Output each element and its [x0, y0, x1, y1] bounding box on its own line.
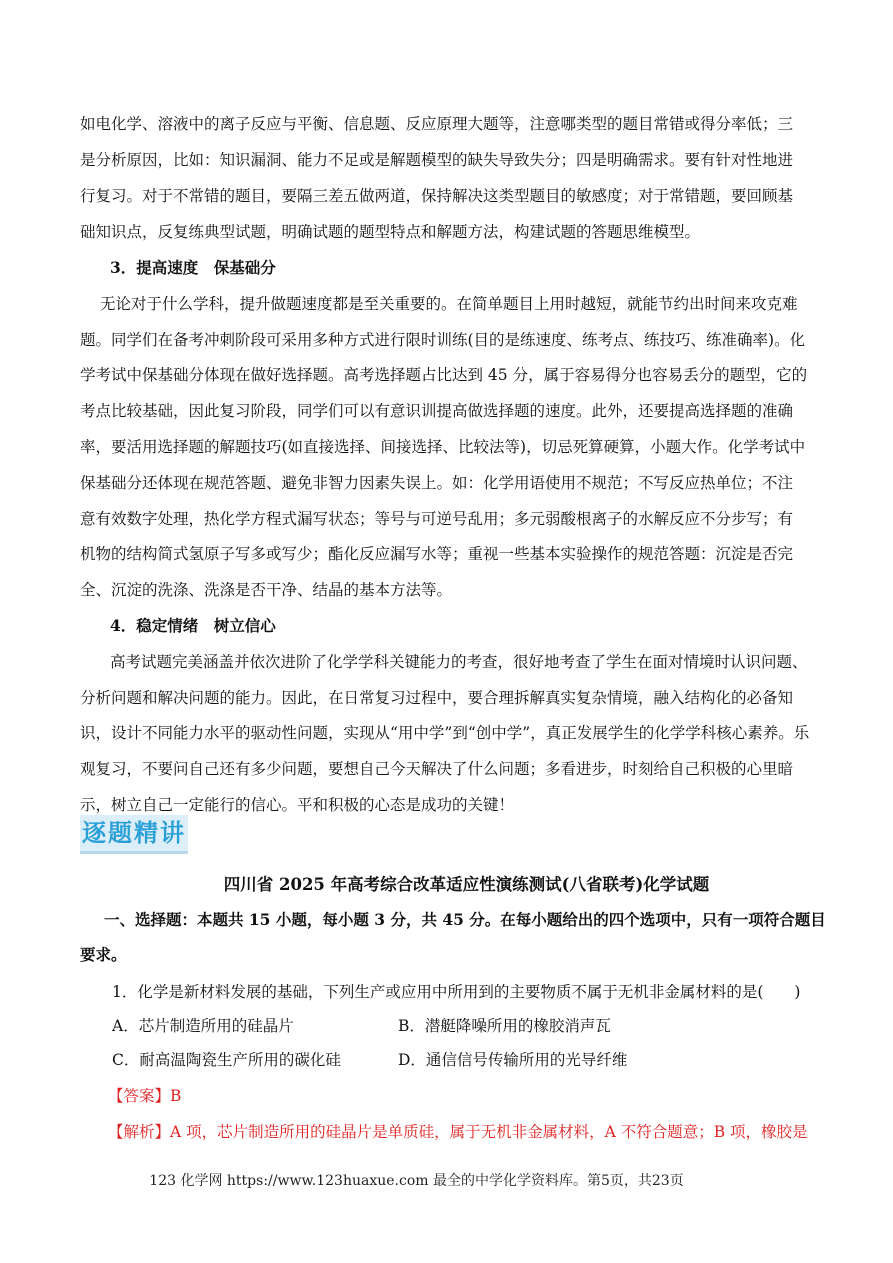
option-a: A．芯片制造所用的硅晶片 — [112, 1017, 294, 1035]
paragraph-line: 无论对于什么学科，提升做题速度都是至关重要的。在简单题目上用时越短，就能节约出时间来攻克难 — [100, 295, 798, 313]
analysis-text: 【解析】A 项，芯片制造所用的硅晶片是单质硅，属于无机非金属材料，A 不符合题意；B 项，橡胶是 — [108, 1123, 808, 1141]
paragraph-line: 础知识点，反复练典型试题，明确试题的题型特点和解题方法，构建试题的答题思维模型。 — [80, 223, 701, 241]
section-instruction: 要求。 — [80, 945, 127, 964]
paragraph-line: 高考试题完美涵盖并依次进阶了化学学科关键能力的考查，很好地考查了学生在面对情境时认识问题、 — [110, 653, 808, 671]
section-instruction: 一、选择题：本题共 15 小题，每小题 3 分，共 45 分。在每小题给出的四个选项中，只有一项符合题目 — [104, 910, 826, 929]
option-b: B．潜艇降噪所用的橡胶消声瓦 — [398, 1017, 611, 1035]
paragraph-line: 如电化学、溶液中的离子反应与平衡、信息题、反应原理大题等，注意哪类型的题目常错或得分率低；三 — [80, 115, 794, 133]
paragraph-line: 机物的结构简式氢原子写多或写少；酯化反应漏写水等；重视一些基本实验操作的规范答题：沉淀是否完 — [80, 545, 794, 563]
section-heading: 3．提高速度 保基础分 — [110, 258, 276, 277]
paragraph-line: 是分析原因，比如：知识漏洞、能力不足或是解题模型的缺失导致失分；四是明确需求。要有针对性地进 — [80, 151, 794, 169]
paragraph-line: 全、沉淀的洗涤、洗涤是否干净、结晶的基本方法等。 — [80, 581, 453, 599]
answer-label: 【答案】B — [108, 1087, 182, 1105]
paragraph-line: 分析问题和解决问题的能力。因此，在日常复习过程中，要合理拆解真实复杂情境，融入结构化的必备知 — [80, 689, 794, 707]
exam-title: 四川省 2025 年高考综合改革适应性演练测试(八省联考)化学试题 — [223, 875, 710, 894]
section-heading: 4．稳定情绪 树立信心 — [110, 616, 276, 635]
page-footer: 123 化学网 https://www.123huaxue.com 最全的中学化学资料库。第5页，共23页 — [149, 1173, 684, 1189]
section-banner: 逐题精讲 — [80, 815, 188, 854]
paragraph-line: 行复习。对于不常错的题目，要隔三差五做两道，保持解决这类型题目的敏感度；对于常错题，要回顾基 — [80, 187, 794, 205]
paragraph-line: 学考试中保基础分体现在做好选择题。高考选择题占比达到 45 分，属于容易得分也容易丢分的题型，它的 — [80, 366, 808, 384]
paragraph-line: 保基础分还体现在规范答题、避免非智力因素失误上。如：化学用语使用不规范；不写反应热单位；不注 — [80, 474, 794, 492]
paragraph-line: 率，要活用选择题的解题技巧(如直接选择、间接选择、比较法等)，切忌死算硬算，小题大作。化学考试中 — [80, 438, 806, 456]
paragraph-line: 识，设计不同能力水平的驱动性问题，实现从“用中学”到“创中学”，真正发展学生的化学学科核心素养。乐 — [80, 724, 810, 742]
paragraph-line: 观复习，不要问自己还有多少问题，要想自己今天解决了什么问题；多看进步，时刻给自己积极的心里暗 — [80, 760, 794, 778]
paragraph-line: 题。同学们在备考冲刺阶段可采用多种方式进行限时训练(目的是练速度、练考点、练技巧、练准确率)。化 — [80, 331, 806, 349]
paragraph-line: 考点比较基础，因此复习阶段，同学们可以有意识训提高做选择题的速度。此外，还要提高选择题的准确 — [80, 402, 794, 420]
option-d: D．通信信号传输所用的光导纤维 — [398, 1051, 628, 1069]
question-stem: 1．化学是新材料发展的基础，下列生产或应用中所用到的主要物质不属于无机非金属材料的是( ) — [112, 983, 801, 1001]
option-c: C．耐高温陶瓷生产所用的碳化硅 — [112, 1051, 341, 1069]
paragraph-line: 示，树立自己一定能行的信心。平和积极的心态是成功的关键！ — [80, 796, 515, 814]
paragraph-line: 意有效数字处理，热化学方程式漏写状态；等号与可逆号乱用；多元弱酸根离子的水解反应不分步写；有 — [80, 510, 794, 528]
